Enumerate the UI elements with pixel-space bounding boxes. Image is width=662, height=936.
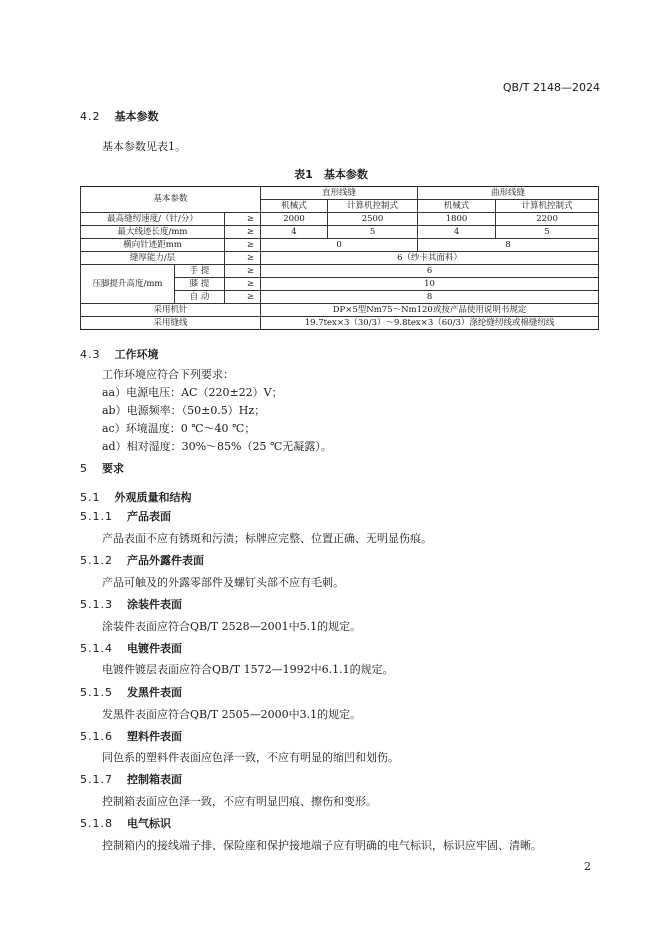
subsection-body: 电镀件镀层表面应符合QB/T 1572—1992中6.1.1的规定。	[102, 663, 394, 676]
section-number: 4.2	[80, 110, 101, 123]
subsection-number: 5.1.4	[80, 642, 113, 655]
ge-symbol: ≥	[225, 252, 261, 265]
subsection-title: 产品外露件表面	[127, 554, 204, 567]
ge-symbol: ≥	[225, 278, 261, 291]
table-row	[81, 213, 599, 226]
subsection-body: 产品表面不应有锈斑和污渍；标牌应完整、位置正确、无明显伤痕。	[102, 532, 432, 545]
cell: DP×5型Nm75～Nm120或按产品使用说明书规定	[261, 304, 599, 317]
cell: 10	[261, 278, 599, 291]
sub-row-label: 自 动	[175, 291, 225, 304]
subsection-title: 电镀件表面	[127, 642, 182, 655]
row-label: 最高缝纫速度/（针/分）	[81, 213, 225, 226]
ge-symbol: ≥	[225, 265, 261, 278]
subsection-number: 5.1.3	[80, 598, 113, 611]
header-cnc-1: 计算机控制式	[328, 200, 418, 213]
sub-row-label: 膝 提	[175, 278, 225, 291]
cell: 5	[496, 226, 599, 239]
header-curved: 曲形线缝	[418, 187, 599, 200]
subsection-heading	[80, 640, 182, 656]
row-label: 最大线迹长度/mm	[81, 226, 225, 239]
subsection-title: 涂装件表面	[127, 598, 182, 611]
subsection-number: 5.1.1	[80, 510, 113, 523]
subsection-title: 电气标识	[127, 817, 171, 830]
list-item: aa）电源电压：AC（220±22）V；	[102, 386, 283, 399]
table-row	[81, 317, 599, 330]
subsection-number: 5.1.7	[80, 773, 113, 786]
row-label: 横向针迹距mm	[81, 239, 225, 252]
table-row	[81, 252, 599, 265]
subsection-heading	[80, 771, 182, 787]
cell: 2500	[328, 213, 418, 226]
cell: 0	[261, 239, 418, 252]
cell: 1800	[418, 213, 496, 226]
table-row	[81, 265, 599, 278]
table-header-row	[81, 187, 599, 200]
subsection-body: 控制箱内的接线端子排、保险座和保护接地端子应有明确的电气标识，标识应牢固、清晰。	[102, 839, 542, 852]
section-number: 5	[80, 462, 88, 475]
section-4-3-intro: 工作环境应符合下列要求：	[102, 368, 234, 381]
subsection-heading	[80, 684, 182, 700]
section-4-2-heading	[80, 108, 159, 124]
header-cnc-2: 计算机控制式	[496, 200, 599, 213]
section-5-heading	[80, 460, 124, 476]
subsection-number: 5.1.8	[80, 817, 113, 830]
section-number: 5.1	[80, 491, 101, 504]
basic-parameters-table	[80, 186, 599, 330]
ge-symbol: ≥	[225, 239, 261, 252]
list-item: ac）环境温度：0 ℃～40 ℃；	[102, 422, 256, 435]
subsection-title: 发黑件表面	[127, 686, 182, 699]
section-title: 基本参数	[114, 110, 159, 123]
subsection-heading	[80, 596, 182, 612]
subsection-heading	[80, 728, 182, 744]
section-title: 工作环境	[114, 348, 159, 361]
cell: 4	[261, 226, 328, 239]
row-label: 压脚提升高度/mm	[81, 265, 175, 304]
page-number: 2	[584, 860, 591, 873]
cell: 19.7tex×3（30/3）～9.8tex×3（60/3）涤纶缝纫线或棉缝纫线	[261, 317, 599, 330]
cell: 2200	[496, 213, 599, 226]
section-4-2-body: 基本参数见表1。	[102, 140, 186, 153]
ge-symbol: ≥	[225, 291, 261, 304]
section-title: 外观质量和结构	[114, 491, 192, 504]
subsection-body: 控制箱表面应色泽一致，不应有明显凹痕、擦伤和变形。	[102, 795, 377, 808]
row-label: 采用机针	[81, 304, 261, 317]
row-label: 采用缝线	[81, 317, 261, 330]
cell: 2000	[261, 213, 328, 226]
subsection-number: 5.1.2	[80, 554, 113, 567]
document-code: QB/T 2148—2024	[502, 81, 600, 94]
ge-symbol: ≥	[225, 213, 261, 226]
table-row	[81, 239, 599, 252]
table-row	[81, 304, 599, 317]
subsection-title: 塑料件表面	[127, 730, 182, 743]
header-straight: 直形线缝	[261, 187, 418, 200]
cell: 4	[418, 226, 496, 239]
subsection-title: 控制箱表面	[127, 773, 182, 786]
sub-row-label: 手 提	[175, 265, 225, 278]
subsection-body: 产品可触及的外露零部件及螺钉头部不应有毛刺。	[102, 576, 344, 589]
subsection-body: 涂装件表面应符合QB/T 2528—2001中5.1的规定。	[102, 620, 362, 633]
cell: 8	[418, 239, 599, 252]
subsection-title: 产品表面	[127, 510, 171, 523]
cell: 6	[261, 265, 599, 278]
section-4-3-heading	[80, 346, 159, 362]
cell: 6（纱卡其面料）	[261, 252, 599, 265]
list-item: ad）相对湿度：30%～85%（25 ℃无凝露）。	[102, 440, 332, 453]
ge-symbol: ≥	[225, 226, 261, 239]
subsection-number: 5.1.6	[80, 730, 113, 743]
subsection-heading	[80, 552, 204, 568]
row-label: 缝厚能力/层	[81, 252, 225, 265]
table-caption: 表1 基本参数	[294, 168, 368, 181]
header-param: 基本参数	[81, 187, 261, 213]
subsection-heading	[80, 815, 171, 831]
section-5-1-heading	[80, 489, 192, 505]
subsection-heading	[80, 508, 171, 524]
subsection-number: 5.1.5	[80, 686, 113, 699]
cell: 8	[261, 291, 599, 304]
header-mech-1: 机械式	[261, 200, 328, 213]
section-number: 4.3	[80, 348, 101, 361]
list-item: ab）电源频率：（50±0.5）Hz；	[102, 404, 266, 417]
subsection-body: 同色系的塑料件表面应色泽一致，不应有明显的缩凹和划伤。	[102, 751, 399, 764]
section-title: 要求	[102, 462, 124, 475]
subsection-body: 发黑件表面应符合QB/T 2505—2000中3.1的规定。	[102, 708, 362, 721]
table-row	[81, 226, 599, 239]
header-mech-2: 机械式	[418, 200, 496, 213]
cell: 5	[328, 226, 418, 239]
